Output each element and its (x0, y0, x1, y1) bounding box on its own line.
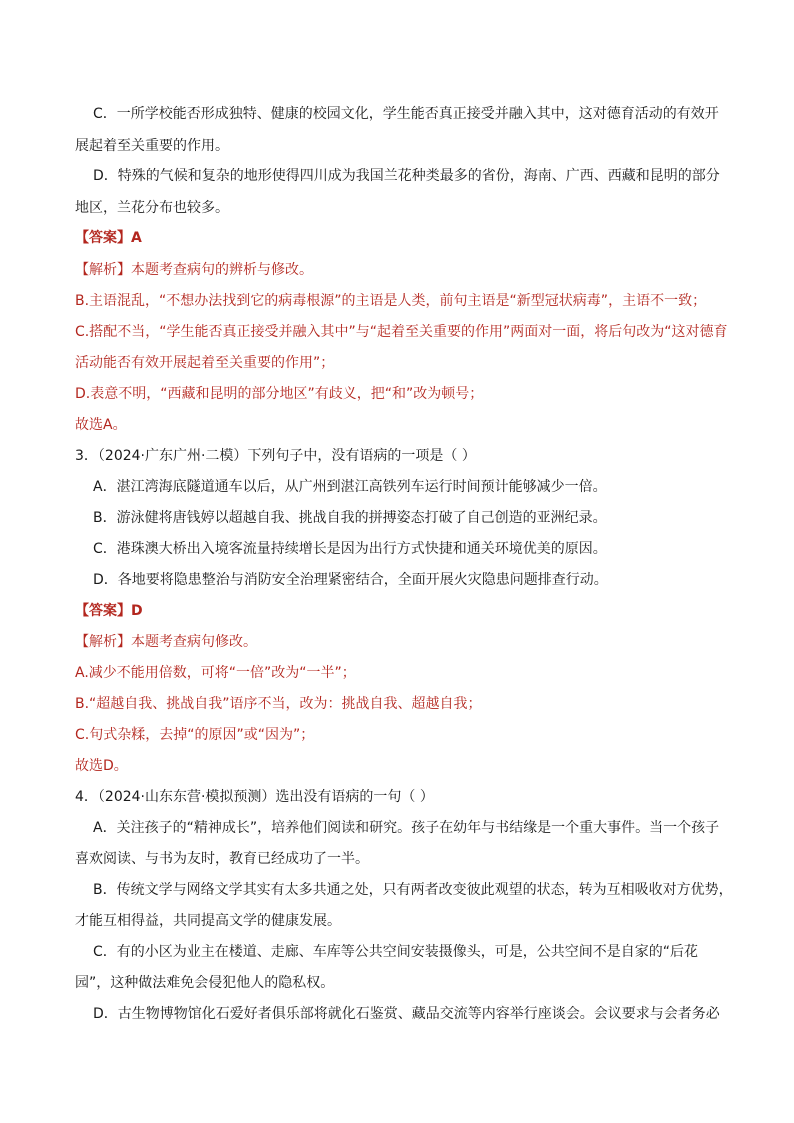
q3-option-c: C．港珠澳大桥出入境客流量持续增长是因为出行方式快捷和通关环境优美的原因。 (93, 541, 607, 557)
q3-conclusion-line: 故选D。 (75, 758, 128, 774)
q4-option-c-line-1: C．有的小区为业主在楼道、走廊、车库等公共空间安装摄像头，可是，公共空间不是自家的“后花 (93, 944, 699, 960)
option-d-line-1: D．特殊的气候和复杂的地形使得四川成为我国兰花种类最多的省份，海南、广西、西藏和昆明的部分 (93, 168, 720, 184)
q3-answer-label: 【答案】D (75, 603, 143, 619)
analysis-heading: 【解析】本题考查病句的辨析与修改。 (75, 262, 313, 278)
analysis-line-d: D.表意不明，“西藏和昆明的部分地区”有歧义，把“和”改为顿号； (75, 386, 484, 402)
q4-option-a-line-1: A．关注孩子的“精神成长”，培养他们阅读和研究。孩子在幼年与书结缘是一个重大事件。当一个孩子 (93, 820, 720, 836)
q3-analysis-line-c: C.句式杂糅，去掉“的原因”或“因为”； (75, 727, 315, 743)
q4-option-b-line-1: B．传统文学与网络文学其实有太多共通之处，只有两者改变彼此观望的状态，转为互相吸收对方优势， (93, 882, 733, 898)
conclusion-line: 故选A。 (75, 417, 127, 433)
answer-label: 【答案】A (75, 230, 142, 246)
analysis-line-b: B.主语混乱，“不想办法找到它的病毒根源”的主语是人类，前句主语是“新型冠状病毒”，主语不一致； (75, 293, 707, 309)
analysis-line-c-1: C.搭配不当，“学生能否真正接受并融入其中”与“起着至关重要的作用”两面对一面，将后句改为“这对德育 (75, 324, 728, 340)
option-c-line-2: 展起着至关重要的作用。 (75, 138, 229, 154)
option-c-line-1: C．一所学校能否形成独特、健康的校园文化，学生能否真正接受并融入其中，这对德育活动的有效开 (93, 106, 719, 122)
q3-analysis-heading: 【解析】本题考查病句修改。 (75, 634, 257, 650)
q3-option-b: B．游泳健将唐钱婷以超越自我、挑战自我的拼搏姿态打破了自己创造的亚洲纪录。 (93, 510, 607, 526)
q3-option-d: D．各地要将隐患整治与消防安全治理紧密结合，全面开展火灾隐患问题排查行动。 (93, 572, 608, 588)
question-3-stem: 3．（2024·广东广州·二模）下列句子中，没有语病的一项是（ ） (75, 448, 476, 464)
q4-option-c-line-2: 园”，这种做法难免会侵犯他人的隐私权。 (75, 975, 335, 991)
question-4-stem: 4．（2024·山东东营·模拟预测）选出没有语病的一句（ ） (75, 789, 434, 805)
analysis-line-c-2: 活动能否有效开展起着至关重要的作用”； (75, 355, 335, 371)
q4-option-d-line-1: D．古生物博物馆化石爱好者俱乐部将就化石鉴赏、藏品交流等内容举行座谈会。会议要求与会者务必 (93, 1006, 720, 1022)
q4-option-b-line-2: 才能互相得益，共同提高文学的健康发展。 (75, 913, 341, 929)
q3-analysis-line-a: A.减少不能用倍数，可将“一倍”改为“一半”； (75, 665, 356, 681)
q4-option-a-line-2: 喜欢阅读、与书为友时，教育已经成功了一半。 (75, 851, 369, 867)
q3-option-a: A．湛江湾海底隧道通车以后，从广州到湛江高铁列车运行时间预计能够减少一倍。 (93, 479, 607, 495)
q3-analysis-line-b: B.“超越自我、挑战自我”语序不当，改为：挑战自我、超越自我； (75, 696, 482, 712)
option-d-line-2: 地区，兰花分布也较多。 (75, 200, 229, 216)
